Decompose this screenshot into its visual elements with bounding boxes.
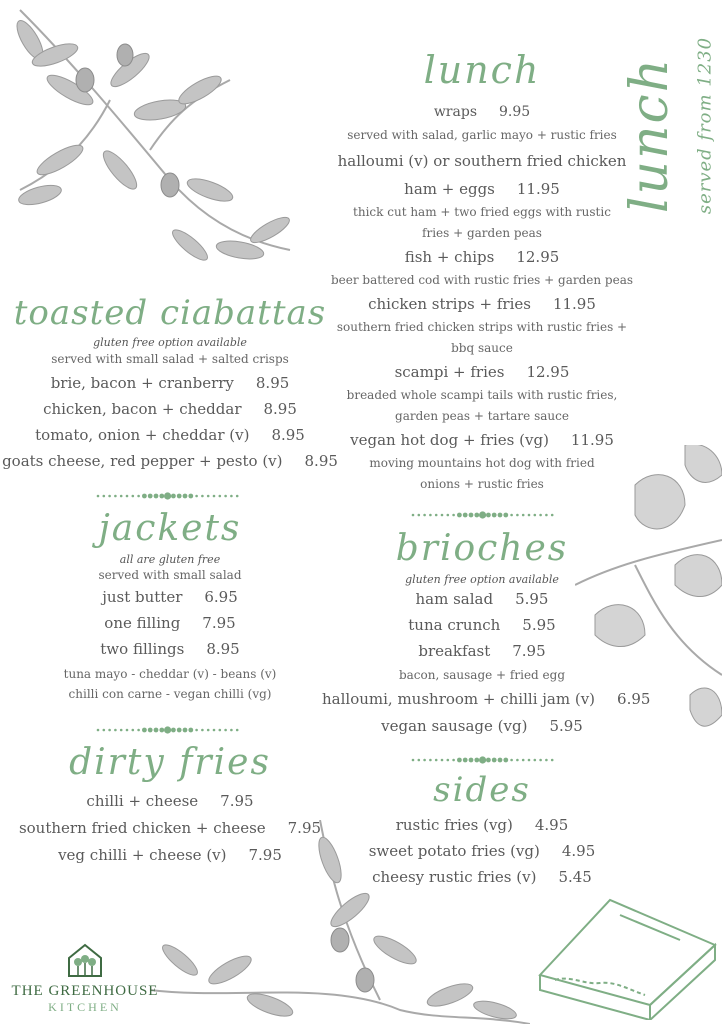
divider-dot xyxy=(103,495,106,498)
divider-dot xyxy=(503,758,508,763)
item-price: 5.95 xyxy=(522,616,556,634)
menu-item xyxy=(0,422,340,448)
section-divider xyxy=(95,726,240,734)
divider-dot xyxy=(412,514,415,517)
gluten-free-note: gluten free option available xyxy=(405,573,559,586)
item-name: two fillings xyxy=(100,640,185,658)
item-name: chicken strips + fries xyxy=(368,295,531,313)
divider-dot xyxy=(452,514,455,517)
divider-dot xyxy=(230,495,233,498)
divider-dot xyxy=(503,513,508,518)
divider-dot xyxy=(213,729,216,732)
divider-dot xyxy=(207,495,210,498)
item-name: sweet potato fries (vg) xyxy=(368,842,540,860)
divider-dot xyxy=(429,759,432,762)
lunch-items xyxy=(322,176,642,495)
item-price: 5.45 xyxy=(558,868,592,886)
divider-dot xyxy=(492,513,497,518)
divider-dot xyxy=(463,513,468,518)
item-name: scampi + fries xyxy=(394,363,505,381)
divider-dot xyxy=(188,728,193,733)
menu-item xyxy=(322,638,642,664)
divider-dot xyxy=(108,495,111,498)
divider-dot xyxy=(183,728,188,733)
dirty-fries-heading: dirty fries xyxy=(69,742,271,783)
divider-dot xyxy=(195,495,198,498)
item-description: bbq sauce xyxy=(451,341,513,355)
divider-dot xyxy=(418,514,421,517)
divider-dot xyxy=(551,759,554,762)
divider-dot xyxy=(457,758,462,763)
divider-dot xyxy=(236,729,239,732)
divider-dot xyxy=(137,729,140,732)
brioche-items xyxy=(322,586,642,664)
divider-dot xyxy=(126,729,129,732)
item-name: halloumi, mushroom + chilli jam (v) xyxy=(322,690,596,708)
menu-item xyxy=(322,713,642,740)
divider-dot xyxy=(132,729,135,732)
item-name: one filling xyxy=(104,614,181,632)
divider-dot xyxy=(154,728,159,733)
jackets-section xyxy=(0,505,340,704)
divider-dot xyxy=(188,494,193,499)
item-name: wraps xyxy=(433,104,477,120)
menu-item xyxy=(322,812,642,838)
divider-dot xyxy=(423,759,426,762)
item-description: beer battered cod with rustic fries + garden peas xyxy=(330,273,634,287)
divider-dot xyxy=(528,514,531,517)
divider-dot xyxy=(423,514,426,517)
divider-dot xyxy=(457,513,462,518)
item-name: chicken, bacon + cheddar xyxy=(43,400,242,418)
item-name: ham + eggs xyxy=(404,180,495,198)
section-description: served with small salad xyxy=(98,568,242,582)
divider-dot xyxy=(534,759,537,762)
item-price: 4.95 xyxy=(534,816,569,834)
divider-dot xyxy=(148,494,153,499)
divider-dot xyxy=(479,756,486,763)
divider-dot xyxy=(418,759,421,762)
item-price: 8.95 xyxy=(263,400,297,418)
divider-dot xyxy=(486,513,491,518)
item-price: 8.95 xyxy=(271,426,305,444)
item-name: rustic fries (vg) xyxy=(395,816,513,834)
ciabattas-heading: toasted ciabattas xyxy=(13,293,327,333)
dirty-fries-section xyxy=(0,738,340,869)
divider-dot xyxy=(452,759,455,762)
menu-item xyxy=(322,686,651,713)
menu-item xyxy=(322,359,642,385)
item-price: 6.95 xyxy=(204,588,238,606)
item-description: served with salad, garlic mayo + rustic fries xyxy=(347,128,617,142)
menu-item xyxy=(0,370,340,396)
divider-dot xyxy=(219,495,222,498)
divider-dot xyxy=(492,758,497,763)
item-name: brie, bacon + cranberry xyxy=(50,374,234,392)
divider-dot xyxy=(97,729,100,732)
divider-dot xyxy=(510,759,513,762)
menu-item xyxy=(0,842,340,869)
divider-dot xyxy=(201,495,204,498)
divider-dot xyxy=(545,759,548,762)
divider-dot xyxy=(142,728,147,733)
divider-dot xyxy=(551,514,554,517)
item-name: cheesy rustic fries (v) xyxy=(372,868,537,886)
item-name: goats cheese, red pepper + pesto (v) xyxy=(2,452,283,470)
sides-items xyxy=(322,812,642,890)
divider-dot xyxy=(447,759,450,762)
divider-dot xyxy=(177,728,182,733)
menu-item xyxy=(322,176,642,202)
greenhouse-logo-icon xyxy=(65,942,105,978)
item-name: tomato, onion + cheddar (v) xyxy=(35,426,250,444)
divider-dot xyxy=(120,729,123,732)
divider-dot xyxy=(522,514,525,517)
divider-dot xyxy=(522,759,525,762)
divider-dot xyxy=(510,514,513,517)
sandwich-illustration xyxy=(530,895,720,1020)
olive-branch-top-left-illustration xyxy=(0,0,300,290)
item-name: ham salad xyxy=(415,590,494,608)
divider-dot xyxy=(230,729,233,732)
item-description: breaded whole scampi tails with rustic fries, xyxy=(346,388,618,402)
divider-dot xyxy=(474,758,479,763)
item-description: thick cut ham + two fried eggs with rustic xyxy=(353,205,611,219)
item-price: 12.95 xyxy=(516,248,560,266)
gluten-free-note: all are gluten free xyxy=(119,553,221,566)
item-name: vegan hot dog + fries (vg) xyxy=(350,431,549,449)
divider-dot xyxy=(120,495,123,498)
menu-item xyxy=(0,584,340,610)
menu-item xyxy=(322,864,642,890)
divider-dot xyxy=(469,513,474,518)
gluten-free-note: gluten free option available xyxy=(93,336,247,349)
divider-dot xyxy=(148,728,153,733)
item-description: onions + rustic fries xyxy=(420,477,544,491)
item-price: 9.95 xyxy=(499,104,531,120)
divider-dot xyxy=(126,495,129,498)
menu-item xyxy=(322,99,642,125)
menu-item xyxy=(322,291,642,317)
menu-item xyxy=(322,244,642,270)
sides-section xyxy=(322,768,642,890)
item-description: moving mountains hot dog with fried xyxy=(369,456,595,470)
item-description: garden peas + tartare sauce xyxy=(395,409,569,423)
filling-options: chilli con carne - vegan chilli (vg) xyxy=(68,687,272,701)
lunch-heading: lunch xyxy=(423,48,541,92)
divider-dot xyxy=(219,729,222,732)
divider-dot xyxy=(213,495,216,498)
item-price: 5.95 xyxy=(515,590,549,608)
item-price: 12.95 xyxy=(526,363,570,381)
divider-dot xyxy=(539,759,542,762)
section-divider xyxy=(410,756,555,764)
divider-dot xyxy=(441,514,444,517)
brand-sub: KITCHEN xyxy=(48,1000,122,1014)
item-price: 7.95 xyxy=(220,792,254,810)
side-banner-title: lunch xyxy=(620,56,680,214)
item-price: 11.95 xyxy=(552,295,596,313)
item-name: breakfast xyxy=(418,642,491,660)
item-description: southern fried chicken strips with rustic fries + xyxy=(336,320,628,334)
item-price: 7.95 xyxy=(287,819,322,837)
divider-dot xyxy=(486,758,491,763)
ciabatta-items xyxy=(0,370,340,474)
divider-dot xyxy=(474,513,479,518)
item-name: vegan sausage (vg) xyxy=(381,717,528,735)
item-price: 8.95 xyxy=(255,374,290,392)
divider-dot xyxy=(201,729,204,732)
item-name: tuna crunch xyxy=(408,616,501,634)
brioche-extra-items xyxy=(322,686,651,740)
divider-dot xyxy=(429,514,432,517)
divider-dot xyxy=(114,495,117,498)
divider-dot xyxy=(154,494,159,499)
section-description: served with small salad + salted crisps xyxy=(51,352,289,366)
item-price: 11.95 xyxy=(516,180,560,198)
divider-dot xyxy=(412,759,415,762)
item-options: halloumi (v) or southern fried chicken xyxy=(337,152,627,170)
divider-dot xyxy=(195,729,198,732)
divider-dot xyxy=(207,729,210,732)
divider-dot xyxy=(539,514,542,517)
divider-dot xyxy=(224,495,227,498)
menu-item xyxy=(0,448,340,474)
menu-item xyxy=(0,610,340,636)
side-banner-subtitle: served from 1230 xyxy=(694,36,716,215)
divider-dot xyxy=(132,495,135,498)
jackets-heading: jackets xyxy=(98,508,242,549)
brand-logo xyxy=(10,942,160,1015)
item-price: 7.95 xyxy=(202,614,236,632)
menu-item xyxy=(322,838,642,864)
divider-dot xyxy=(224,729,227,732)
divider-dot xyxy=(463,758,468,763)
item-description: fries + garden peas xyxy=(422,226,542,240)
divider-dot xyxy=(441,759,444,762)
divider-dot xyxy=(479,511,486,518)
item-name: fish + chips xyxy=(404,248,495,266)
divider-dot xyxy=(171,494,176,499)
divider-dot xyxy=(236,495,239,498)
divider-dot xyxy=(469,758,474,763)
divider-dot xyxy=(137,495,140,498)
divider-dot xyxy=(447,514,450,517)
sides-heading: sides xyxy=(433,770,531,810)
divider-dot xyxy=(97,495,100,498)
section-divider xyxy=(95,492,240,500)
dirty-fries-items xyxy=(0,788,340,869)
divider-dot xyxy=(498,758,503,763)
item-name: veg chilli + cheese (v) xyxy=(58,846,227,864)
filling-options: tuna mayo - cheddar (v) - beans (v) xyxy=(63,667,277,681)
item-price: 11.95 xyxy=(570,431,614,449)
item-name: chilli + cheese xyxy=(86,792,199,810)
ciabattas-section xyxy=(0,290,340,474)
item-name: just butter xyxy=(102,588,183,606)
divider-dot xyxy=(498,513,503,518)
item-price: 7.95 xyxy=(512,642,546,660)
menu-item xyxy=(322,612,642,638)
divider-dot xyxy=(114,729,117,732)
divider-dot xyxy=(159,494,164,499)
divider-dot xyxy=(164,492,171,499)
item-name: southern fried chicken + cheese xyxy=(18,819,266,837)
divider-dot xyxy=(183,494,188,499)
menu-item xyxy=(0,788,340,815)
divider-dot xyxy=(534,514,537,517)
divider-dot xyxy=(528,759,531,762)
item-price: 5.95 xyxy=(549,717,583,735)
divider-dot xyxy=(159,728,164,733)
item-price: 7.95 xyxy=(248,846,282,864)
divider-dot xyxy=(516,759,519,762)
item-price: 4.95 xyxy=(561,842,596,860)
section-divider xyxy=(410,511,555,519)
menu-item xyxy=(0,815,340,842)
lunch-section xyxy=(322,45,642,495)
brioches-heading: brioches xyxy=(395,528,569,569)
divider-dot xyxy=(435,759,438,762)
divider-dot xyxy=(103,729,106,732)
item-description: bacon, sausage + fried egg xyxy=(398,668,566,682)
divider-dot xyxy=(164,726,171,733)
menu-item xyxy=(322,586,642,612)
divider-dot xyxy=(171,728,176,733)
menu-item xyxy=(322,427,642,453)
menu-item xyxy=(0,396,340,422)
divider-dot xyxy=(108,729,111,732)
menu-item xyxy=(0,636,340,662)
item-price: 6.95 xyxy=(617,690,651,708)
item-price: 8.95 xyxy=(206,640,240,658)
divider-dot xyxy=(516,514,519,517)
brioches-section xyxy=(322,525,651,740)
divider-dot xyxy=(545,514,548,517)
item-price: 8.95 xyxy=(304,452,338,470)
divider-dot xyxy=(177,494,182,499)
jacket-items xyxy=(0,584,340,662)
divider-dot xyxy=(435,514,438,517)
divider-dot xyxy=(142,494,147,499)
brand-name: THE GREENHOUSE xyxy=(11,983,159,999)
